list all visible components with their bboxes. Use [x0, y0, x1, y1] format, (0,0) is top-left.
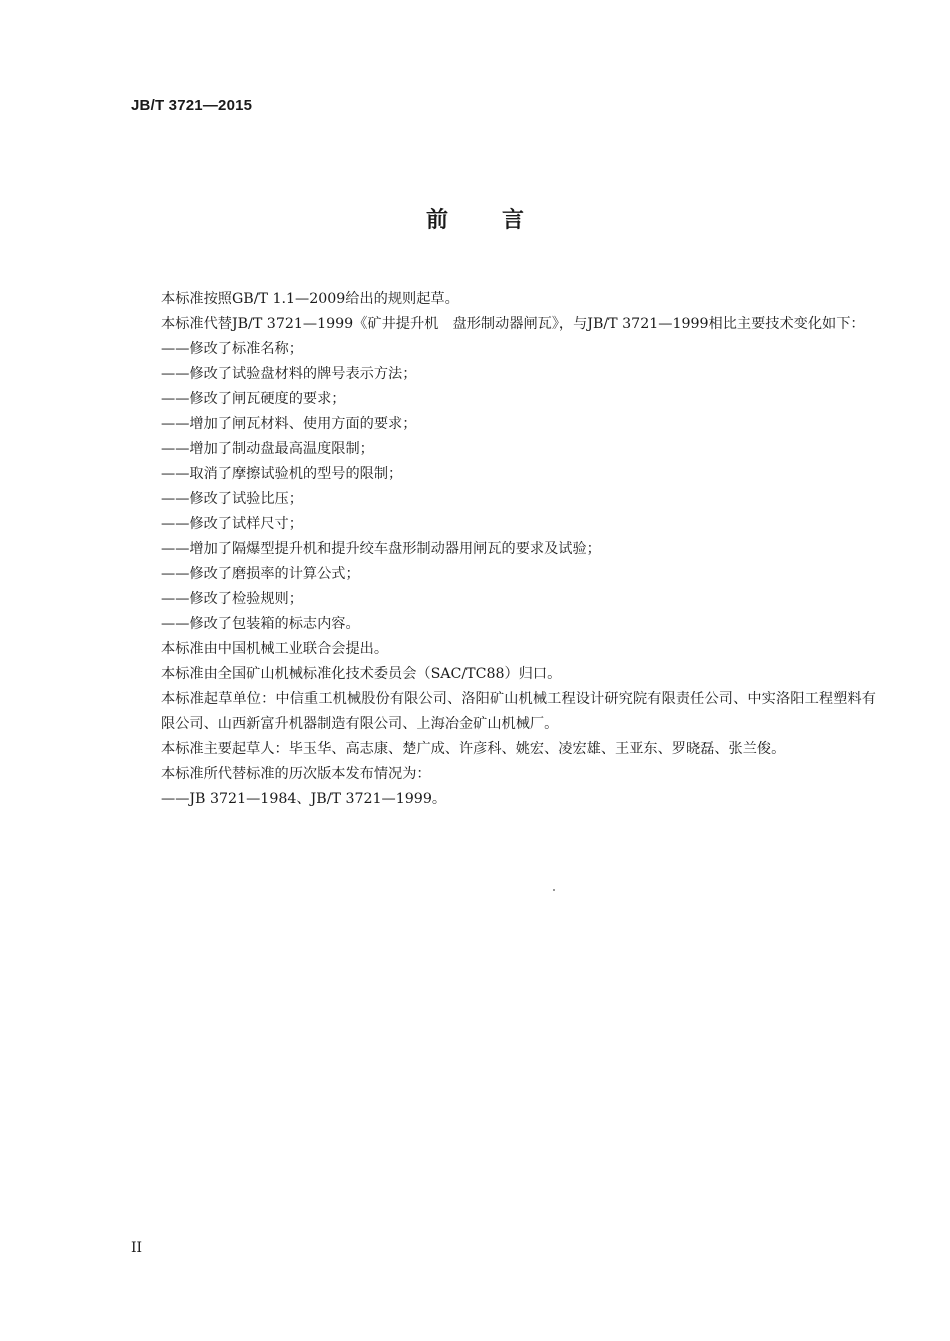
paragraph-committee: 本标准由全国矿山机械标准化技术委员会（SAC/TC88）归口。 [161, 666, 562, 682]
scan-speck [553, 889, 555, 891]
title-char-1: 前 [425, 208, 448, 233]
page-number: II [131, 1240, 143, 1256]
paragraph-history: 本标准所代替标准的历次版本发布情况为： [161, 766, 431, 782]
paragraph-replacement: 本标准代替JB/T 3721—1999《矿井提升机 盘形制动器闸瓦》，与JB/T 3721—1999相比主要技术变化如下： [161, 316, 865, 332]
change-item: ——修改了包装箱的标志内容。 [161, 616, 360, 632]
change-item: ——修改了标准名称； [161, 341, 303, 357]
paragraph-drafters: 本标准主要起草人：毕玉华、高志康、楚广成、许彦科、姚宏、凌宏雄、王亚东、罗晓磊、张兰俊。 [161, 741, 786, 757]
change-item: ——修改了检验规则； [161, 591, 303, 607]
change-item: ——取消了摩擦试验机的型号的限制； [161, 466, 403, 482]
change-item: ——修改了闸瓦硬度的要求； [161, 391, 346, 407]
change-item: ——增加了制动盘最高温度限制； [161, 441, 374, 457]
change-item: ——修改了试验盘材料的牌号表示方法； [161, 366, 417, 382]
change-item: ——修改了试样尺寸； [161, 516, 303, 532]
page-title [0, 203, 950, 234]
document-code: JB/T 3721—2015 [131, 97, 253, 114]
paragraph-drafting-rule: 本标准按照GB/T 1.1—2009给出的规则起草。 [161, 291, 459, 307]
paragraph-drafting-units: 本标准起草单位：中信重工机械股份有限公司、洛阳矿山机械工程设计研究院有限责任公司、中实洛阳工程塑料有限公司、山西新富升机器制造有限公司、上海冶金矿山机械厂。 [161, 691, 876, 732]
foreword-body [131, 287, 876, 812]
title-char-2: 言 [502, 208, 525, 233]
history-item: ——JB 3721—1984、JB/T 3721—1999。 [161, 791, 447, 807]
change-item: ——修改了试验比压； [161, 491, 303, 507]
change-item: ——增加了隔爆型提升机和提升绞车盘形制动器用闸瓦的要求及试验； [161, 541, 601, 557]
paragraph-proposer: 本标准由中国机械工业联合会提出。 [161, 641, 389, 657]
change-item: ——修改了磨损率的计算公式； [161, 566, 360, 582]
change-item: ——增加了闸瓦材料、使用方面的要求； [161, 416, 417, 432]
